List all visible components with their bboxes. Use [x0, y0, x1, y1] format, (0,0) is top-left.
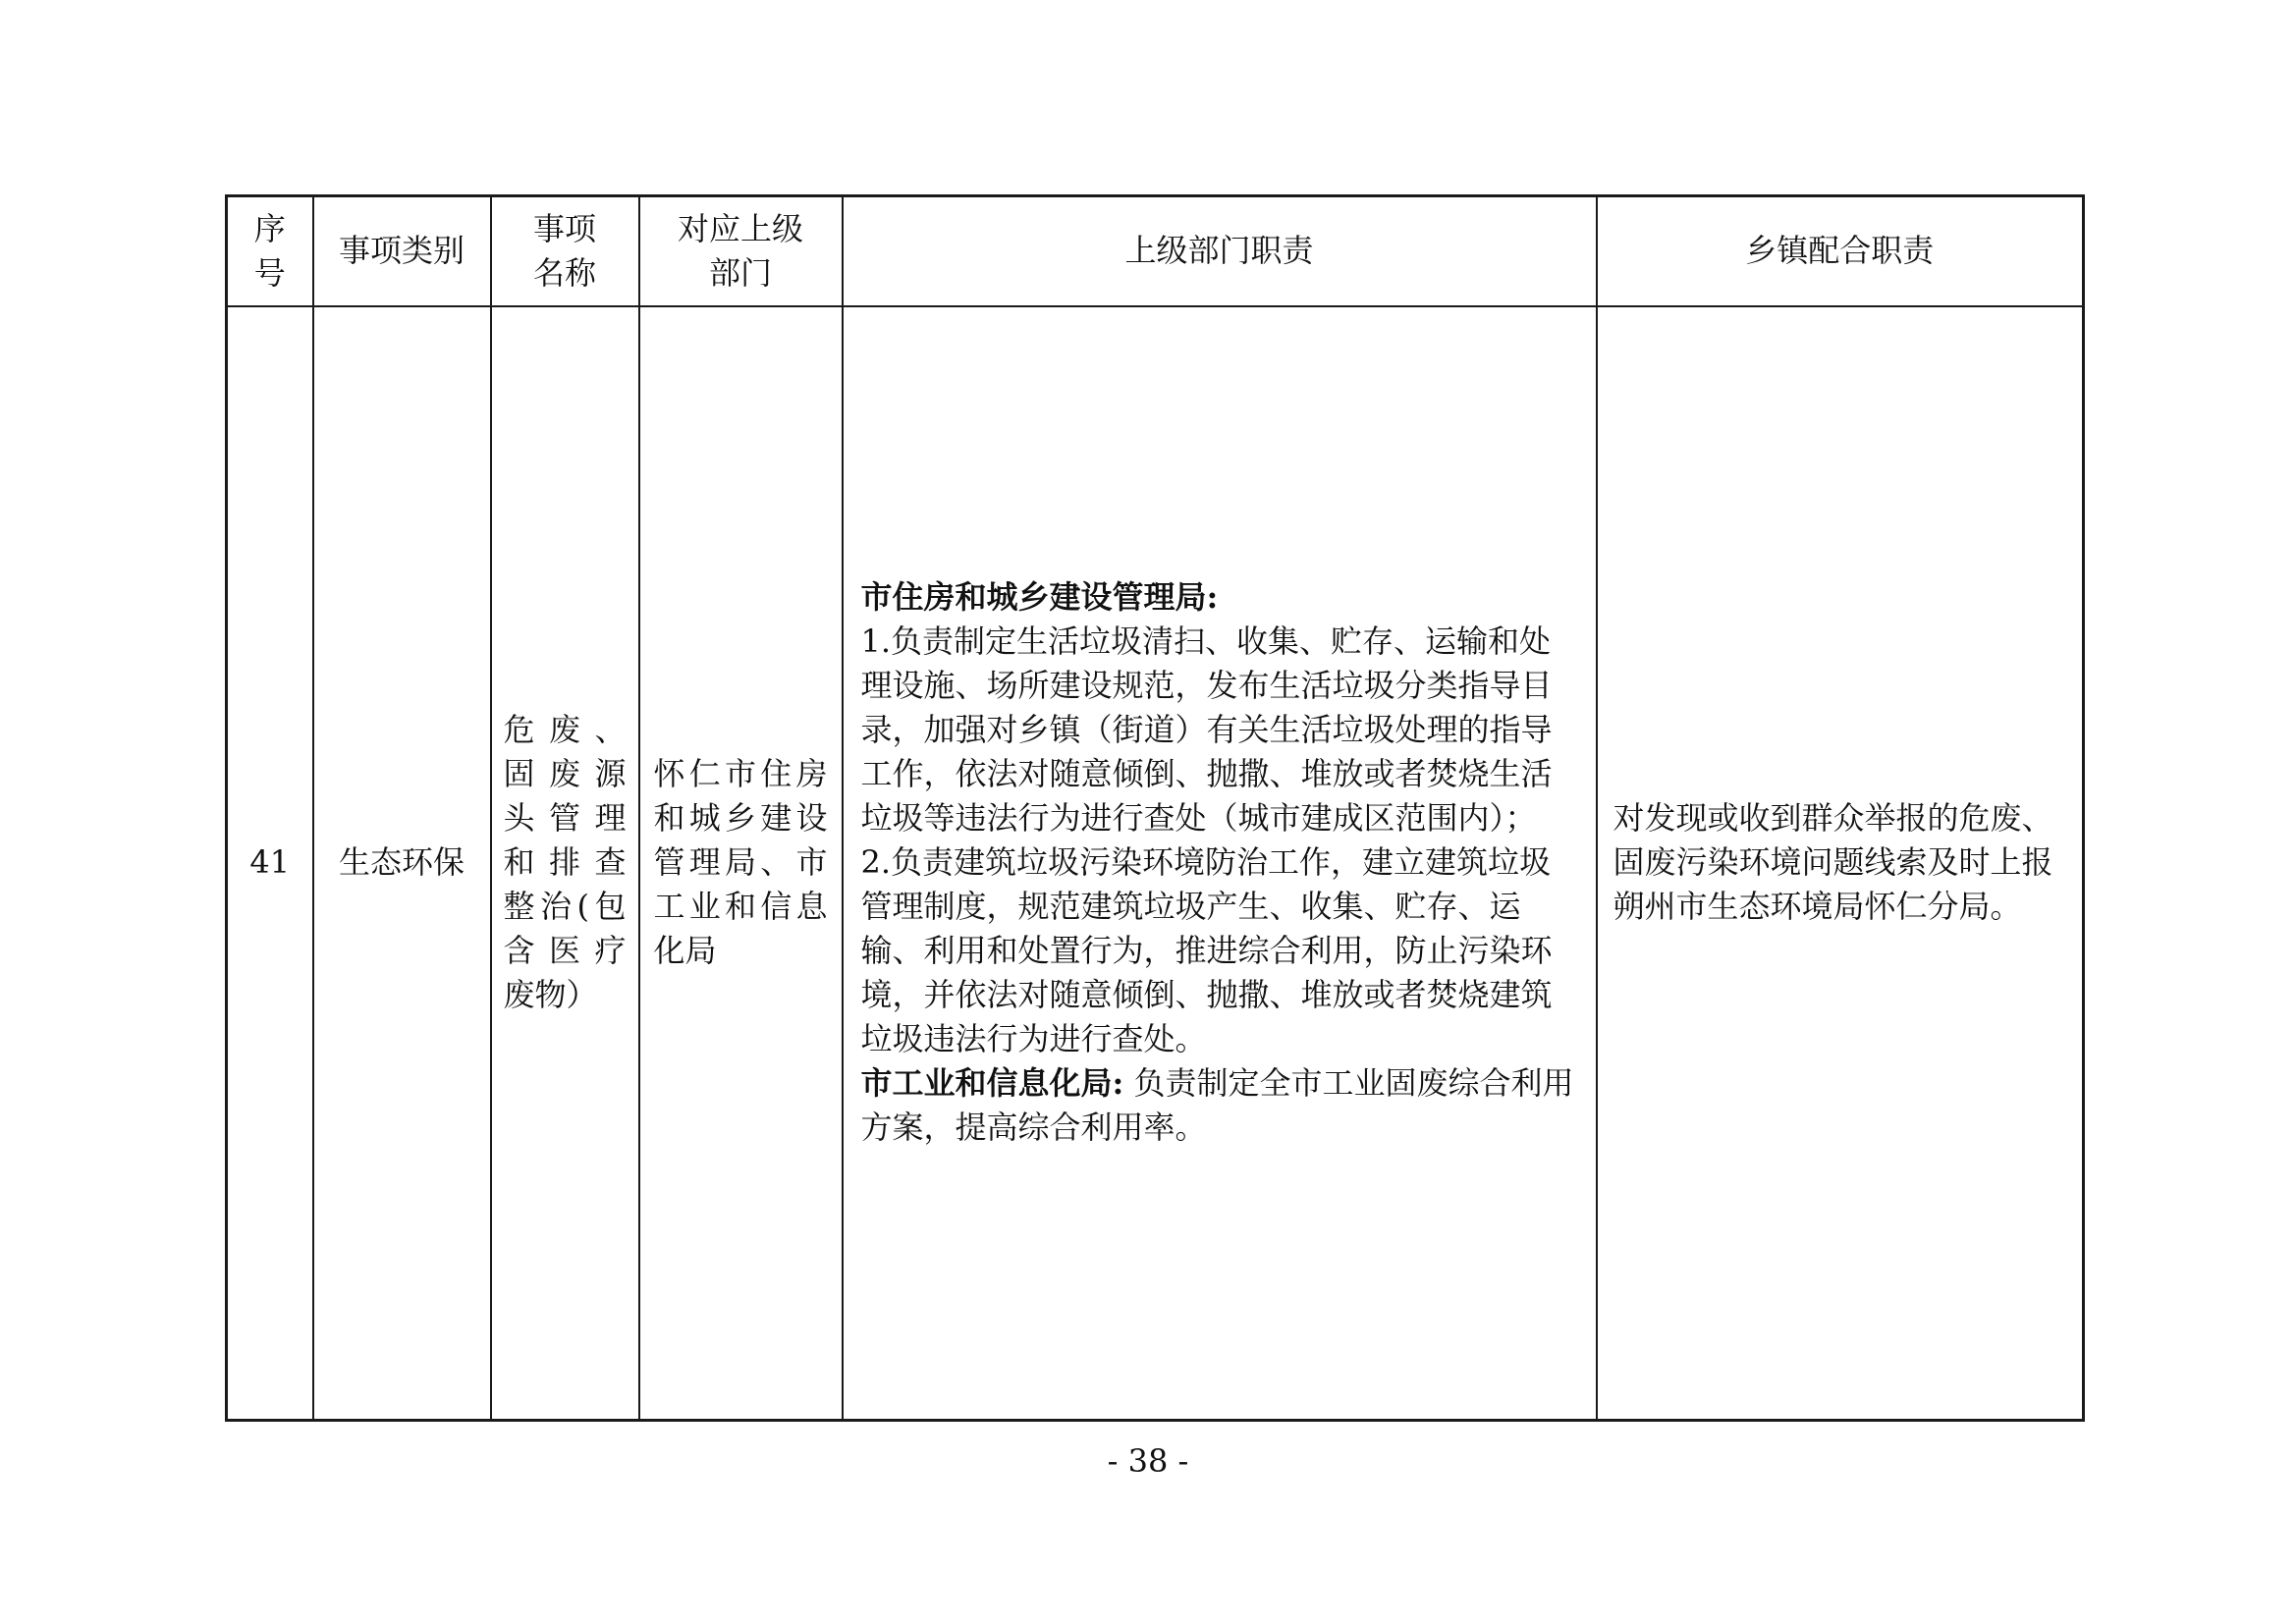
dept2-paragraph	[861, 1061, 1578, 1150]
cell-category: 生态环保	[313, 306, 491, 1421]
dept2-heading: 市工业和信息化局:	[860, 1064, 1124, 1103]
dept1-item-2: 2.负责建筑垃圾污染环境防治工作，建立建筑垃圾管理制度，规范建筑垃圾产生、收集、贮存、运输、利用和处置行为，推进综合利用，防止污染环境，并依法对随意倾倒、抛撒、堆放或者焚烧建筑垃圾违法行为进行查处。	[860, 843, 1553, 1058]
header-item-name-line1: 事项	[532, 209, 596, 247]
header-superior-dept-line1: 对应上级	[677, 209, 803, 247]
page-number: - 38 -	[1107, 1442, 1189, 1480]
cell-seq: 41	[227, 306, 313, 1421]
dept1-item-1: 1.负责制定生活垃圾清扫、收集、贮存、运输和处理设施、场所建设规范，发布生活垃圾分类指导目录，加强对乡镇（街道）有关生活垃圾处理的指导工作，依法对随意倾倒、抛撒、堆放或者焚烧生活垃圾等违法行为进行查处（城市建成区范围内）；	[860, 622, 1553, 838]
header-superior-dept-line2: 部门	[708, 253, 772, 292]
duty-text-block	[861, 575, 1578, 1150]
cell-item-name: 危废、固废源头管理和排查整治(包含医疗废物）	[491, 306, 639, 1421]
header-seq-line2: 号	[253, 253, 286, 292]
cell-superior-duty	[843, 306, 1597, 1421]
header-town-duty: 乡镇配合职责	[1597, 196, 2084, 306]
header-seq	[227, 196, 313, 306]
header-item-name	[491, 196, 639, 306]
cell-town-duty: 对发现或收到群众举报的危废、固废污染环境问题线索及时上报朔州市生态环境局怀仁分局。	[1597, 306, 2084, 1421]
header-row	[227, 196, 2084, 306]
responsibility-table	[225, 194, 2085, 1422]
table-row	[227, 306, 2084, 1421]
header-category: 事项类别	[313, 196, 491, 306]
cell-superior-dept: 怀仁市住房和城乡建设管理局、市工业和信息化局	[639, 306, 843, 1421]
dept1-heading: 市住房和城乡建设管理局:	[860, 578, 1219, 617]
header-item-name-line2: 名称	[532, 253, 596, 292]
header-seq-line1: 序	[253, 209, 286, 247]
header-superior-duty: 上级部门职责	[843, 196, 1597, 306]
dept2-text: 负责制定全市工业固废综合利用方案，提高综合利用率。	[860, 1064, 1574, 1147]
header-superior-dept	[639, 196, 843, 306]
